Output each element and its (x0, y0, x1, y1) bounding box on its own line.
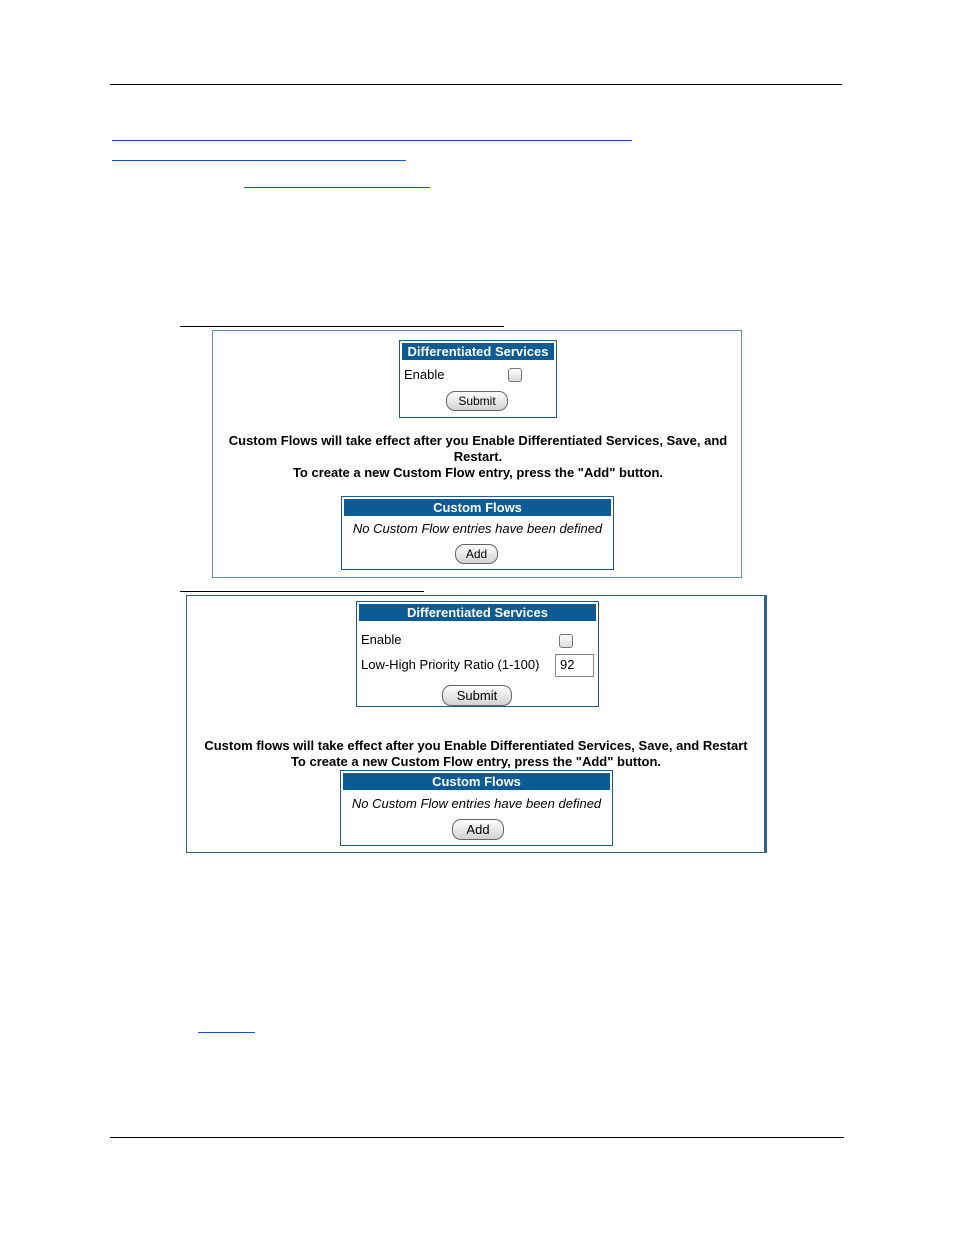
custom-flows-empty-text: No Custom Flow entries have been defined (351, 796, 602, 811)
custom-flows-message-line2: Restart. (453, 449, 503, 464)
header-rule (110, 84, 842, 85)
enable-checkbox[interactable] (559, 634, 573, 648)
diffserv-title: Differentiated Services (402, 343, 554, 360)
enable-label: Enable (404, 367, 445, 382)
enable-checkbox[interactable] (508, 368, 522, 382)
diffserv-panel (356, 601, 599, 707)
submit-button[interactable]: Submit (442, 685, 512, 706)
footer-rule (110, 1137, 844, 1138)
caption-underline-2 (180, 591, 424, 592)
custom-flows-message-line2: To create a new Custom Flow entry, press the "Add" button. (290, 754, 662, 769)
ratio-label: Low-High Priority Ratio (1-100) (361, 657, 540, 672)
caption-underline-1 (180, 326, 504, 327)
custom-flows-message-line3: To create a new Custom Flow entry, press the "Add" button. (292, 465, 664, 480)
submit-button[interactable]: Submit (446, 391, 508, 411)
enable-label: Enable (361, 632, 402, 647)
screenshot-1 (212, 330, 742, 578)
diffserv-title: Differentiated Services (359, 604, 596, 621)
custom-flows-panel (340, 770, 613, 846)
custom-flows-panel (341, 496, 614, 570)
add-button[interactable]: Add (452, 819, 504, 840)
custom-flows-title: Custom Flows (343, 773, 610, 790)
link-underline-2[interactable] (112, 160, 406, 161)
add-button[interactable]: Add (455, 544, 498, 564)
custom-flows-message-line1: Custom Flows will take effect after you Enable Differentiated Services, Save, and (228, 433, 728, 448)
link-underline-3[interactable] (244, 187, 430, 188)
link-underline-1[interactable] (112, 140, 632, 141)
ratio-input[interactable]: 92 (555, 654, 594, 677)
link-underline-4[interactable] (198, 1032, 255, 1033)
diffserv-panel (399, 340, 557, 418)
custom-flows-message-line1: Custom flows will take effect after you Enable Differentiated Services, Save, and Restart (204, 738, 748, 753)
custom-flows-title: Custom Flows (344, 499, 611, 516)
custom-flows-empty-text: No Custom Flow entries have been defined (352, 521, 603, 536)
screenshot-2 (186, 595, 767, 853)
